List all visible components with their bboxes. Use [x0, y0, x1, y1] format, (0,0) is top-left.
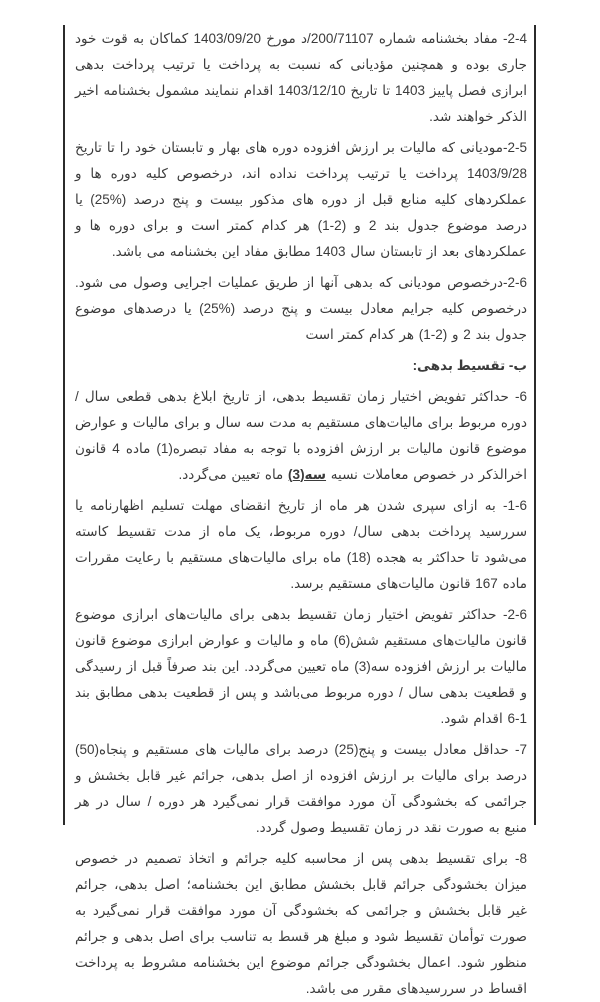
paragraph-6-1: 1-6- به ازای سپری شدن هر ماه از تاریخ انقضای مهلت تسلیم اظهارنامه یا سررسید پرداخت بدهی سال/ دوره مربوط، یک ماه از مدت تقسیط کاسته می‌شود تا حداکثر به هجده (18) ماه برای مالیات‌های مستقیم با رعایت مقررات ماده 167 قانون مالیات‌های مستقیم برسد.: [75, 498, 527, 591]
paragraph-6-text-after: ماه تعیین می‌گردد.: [178, 467, 289, 482]
paragraph-2-6: 2-6-درخصوص مودیانی که بدهی آنها از طریق عملیات اجرایی وصول می شود. درخصوص کلیه جرایم معادل بیست و پنج درصد (%25) یا درصدهای موضوع جدول بند 2 و (2-1) هر کدام کمتر است: [75, 275, 527, 342]
section-b-heading: ب- تقسیط بدهی:: [412, 358, 527, 373]
paragraph-6-underlined-term: سه(3): [288, 467, 327, 482]
paragraph-7: 7- حداقل معادل بیست و پنج(25) درصد برای مالیات های مستقیم و پنجاه(50) درصد برای مالیات بر ارزش افزوده از اصل بدهی، جرائم غیر قابل بخشش و جرائمی که بخشودگی آن مورد موافقت قرار نمی‌گیرد هر دوره / سال در هر منبع به صورت نقد در زمان تقسیط وصول گردد.: [75, 742, 528, 835]
paragraph-6-2: 2-6- حداکثر تفویض اختیار زمان تقسیط بدهی برای مالیات‌های ابرازی موضوع قانون مالیات‌های مستقیم شش(6) ماه و مالیات و عوارض ابرازی موضوع قانون مالیات بر ارزش افزوده سه(3) ماه تعیین می‌گردد. این بند صرفاً قبل از رسیدگی و قطعیت بدهی سال / دوره مربوط می‌باشد و پس از قطعیت بدهی مطابق بند 1-6 اقدام شود.: [75, 607, 527, 726]
document-cell-frame: [63, 25, 536, 996]
paragraph-6: [75, 384, 527, 488]
paragraph-2-4: 2-4- مفاد بخشنامه شماره 200/71107/د مورخ 1403/09/20 کماکان به قوت خود جاری بوده و همچنین مؤدیانی که نسبت به پرداخت یا ترتیب پرداخت بدهی ابرازی فصل پاییز 1403 تا تاریخ 1403/12/10 اقدام ننمایند مشمول بخشنامه اخیر الذکر خواهند شد.: [75, 31, 528, 124]
paragraph-2-5: 2-5-مودیانی که مالیات بر ارزش افزوده دوره های بهار و تابستان خود را تا تاریخ 1403/9/28 پرداخت یا ترتیب پرداخت نداده اند، درخصوص کلیه دوره ها و عملکردهای کلیه منابع قبل از دوره های مذکور بیست و پنج درصد (%25) یا درصد موضوع جدول بند 2 و (2-1) هر کدام کمتر است و برای دوره ها و عملکردهای بعد از تابستان سال 1403 مطابق مفاد این بخشنامه می باشد.: [75, 140, 528, 259]
paragraph-8: 8- برای تقسیط بدهی پس از محاسبه کلیه جرائم و اتخاذ تصمیم در خصوص میزان بخشودگی جرائم قابل بخشش مطابق این بخشنامه؛ اصل بدهی، جرائم غیر قابل بخشش و جرائمی که بخشودگی آن مورد موافقت قرار نمی‌گیرد به صورت توأمان تقسیط شود و مبلغ هر قسط به تناسب برای اصل بدهی و جرائم منظور شود. اعمال بخشودگی جرائم موضوع این بخشنامه مشروط به پرداخت اقساط در سررسیدهای مقرر می باشد.: [75, 851, 527, 996]
paragraph-6-text-before: 6- حداکثر تفویض اختیار زمان تقسیط بدهی، از تاریخ ابلاغ بدهی قطعی سال / دوره مربوط برای مالیات‌های مستقیم به مدت سه سال و برای مالیات و عوارض موضوع قانون مالیات بر ارزش افزوده با توجه به مفاد تبصره(1) ماده 4 قانون اخرالذکر در خصوص معاملات نسیه: [75, 389, 527, 482]
